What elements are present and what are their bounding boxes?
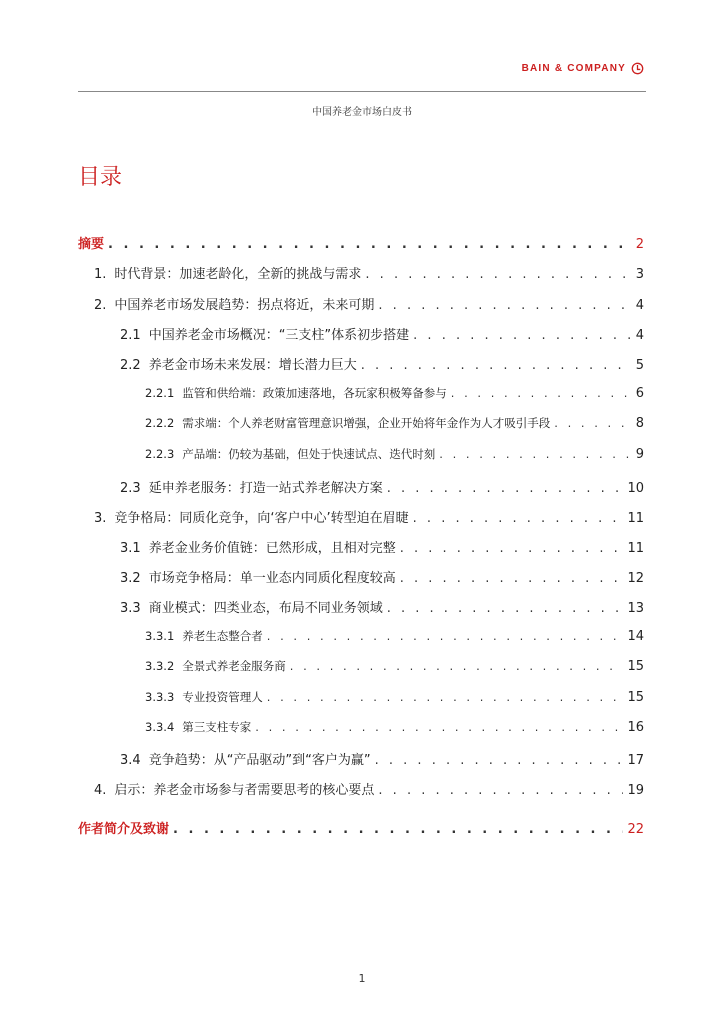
toc-entry[interactable] [145,446,644,462]
toc-entry-number: 1. [94,267,107,282]
toc-entry-label: 专业投资管理人 [182,690,263,704]
toc-entry[interactable] [94,507,644,526]
toc-entry-number: 3.3.1 [145,629,175,643]
toc-entry-number: 3.3.2 [145,659,175,673]
document-title: 中国养老金市场白皮书 [312,107,412,118]
toc-entry-page: 15 [627,690,644,705]
toc-entry-number: 3. [94,511,107,526]
toc-heading: 目录 [78,165,123,190]
toc-entry-label: 中国养老金市场概况：“三支柱”体系初步搭建 [148,328,410,343]
toc-entry-page: 11 [627,511,644,526]
toc-entry-page: 4 [635,298,644,313]
toc-dot-leader [173,822,623,837]
toc-entry-number: 3.3.4 [145,720,175,734]
toc-dot-leader [400,541,624,556]
toc-dot-leader [400,571,624,586]
toc-entry[interactable] [120,477,644,496]
toc-entry-page: 19 [627,783,644,798]
toc-entry-page: 9 [635,447,644,462]
toc-entry[interactable] [145,719,644,735]
toc-entry[interactable] [120,567,644,586]
toc-entry[interactable] [94,263,644,282]
toc-entry-label: 需求端：个人养老财富管理意识增强，企业开始将年金作为人才吸引手段 [182,416,551,430]
brand-circle-icon [631,62,644,75]
toc-entry-number: 2.2 [120,358,141,373]
toc-entry-page: 13 [627,601,644,616]
toc-entry-number: 4. [94,783,107,798]
page-number: 1 [358,972,366,985]
toc-dot-leader [361,358,632,373]
brand-name: BAIN & COMPANY [521,63,626,74]
toc-entry[interactable] [120,324,644,343]
toc-dot-leader [451,386,632,400]
toc-entry-label: 时代背景：加速老龄化，全新的挑战与需求 [114,267,362,282]
toc-dot-leader [413,328,632,343]
toc-entry-number: 3.3.3 [145,690,175,704]
toc-entry-number: 2.2.3 [145,447,175,461]
toc-entry-page: 10 [627,481,644,496]
toc-dot-leader [378,298,631,313]
toc-dot-leader [267,690,624,704]
toc-dot-leader [554,416,631,430]
toc-entry-page: 8 [635,416,644,431]
toc-entry[interactable] [120,537,644,556]
toc-entry-number: 3.3 [120,601,141,616]
toc-entry-number: 2. [94,298,107,313]
toc-entry-number: 2.3 [120,481,141,496]
toc-entry-label: 作者简介及致谢 [78,822,170,837]
toc-dot-leader [378,783,623,798]
toc-entry[interactable] [94,779,644,798]
toc-entry-label: 养老金市场未来发展：增长潜力巨大 [148,358,357,373]
toc-entry[interactable] [78,818,644,837]
toc-entry[interactable] [120,597,644,616]
toc-entry[interactable] [94,294,644,313]
toc-dot-leader [365,267,631,282]
toc-dot-leader [290,659,624,673]
toc-dot-leader [413,511,624,526]
toc-dot-leader [108,237,632,252]
toc-dot-leader [375,753,624,768]
toc-entry-label: 启示：养老金市场参与者需要思考的核心要点 [114,783,375,798]
toc-entry-label: 市场竞争格局：单一业态内同质化程度较高 [148,571,396,586]
toc-entry-label: 商业模式：四类业态，布局不同业务领域 [148,601,383,616]
toc-entry-number: 3.1 [120,541,141,556]
toc-entry-page: 14 [627,629,644,644]
toc-entry-label: 监管和供给端：政策加速落地，各玩家积极筹备参与 [182,386,447,400]
toc-entry-label: 全景式养老金服务商 [182,659,286,673]
toc-dot-leader [439,447,631,461]
toc-entry-page: 12 [627,571,644,586]
toc-dot-leader [387,601,624,616]
toc-entry-label: 养老生态整合者 [182,629,263,643]
toc-entry[interactable] [145,415,644,431]
toc-entry-label: 第三支柱专家 [182,720,252,734]
brand-logo [522,62,644,75]
toc-entry-page: 4 [635,328,644,343]
toc-entry-page: 6 [635,386,644,401]
toc-entry-page: 5 [635,358,644,373]
header-divider [78,91,646,92]
toc-entry[interactable] [145,385,644,401]
toc-entry-page: 11 [627,541,644,556]
toc-dot-leader [387,481,624,496]
toc-entry-number: 3.2 [120,571,141,586]
toc-entry-label: 竞争趋势：从“产品驱动”到“客户为赢” [148,753,371,768]
toc-entry-page: 17 [627,753,644,768]
toc-dot-leader [255,720,623,734]
toc-entry-number: 3.4 [120,753,141,768]
toc-entry[interactable] [120,354,644,373]
toc-entry-label: 延申养老服务：打造一站式养老解决方案 [148,481,383,496]
toc-entry-page: 3 [635,267,644,282]
toc-entry-number: 2.2.1 [145,386,175,400]
toc-entry-page: 16 [627,720,644,735]
toc-entry-page: 15 [627,659,644,674]
toc-entry[interactable] [145,658,644,674]
toc-entry-label: 竞争格局：同质化竞争，向‘客户中心’转型迫在眉睫 [114,511,409,526]
toc-entry[interactable] [120,749,644,768]
toc-entry-label: 摘要 [78,237,105,252]
toc-entry-page: 22 [627,822,644,837]
toc-dot-leader [267,629,624,643]
toc-entry-label: 中国养老市场发展趋势：拐点将近，未来可期 [114,298,375,313]
toc-entry-label: 养老金业务价值链：已然形成，且相对完整 [148,541,396,556]
toc-entry-number: 2.1 [120,328,141,343]
toc-entry[interactable] [78,233,644,252]
toc-entry[interactable] [145,628,644,644]
toc-entry-number: 2.2.2 [145,416,175,430]
toc-entry-label: 产品端：仍较为基础，但处于快速试点、迭代时刻 [182,447,436,461]
toc-entry-page: 2 [635,237,644,252]
toc-entry[interactable] [145,689,644,705]
